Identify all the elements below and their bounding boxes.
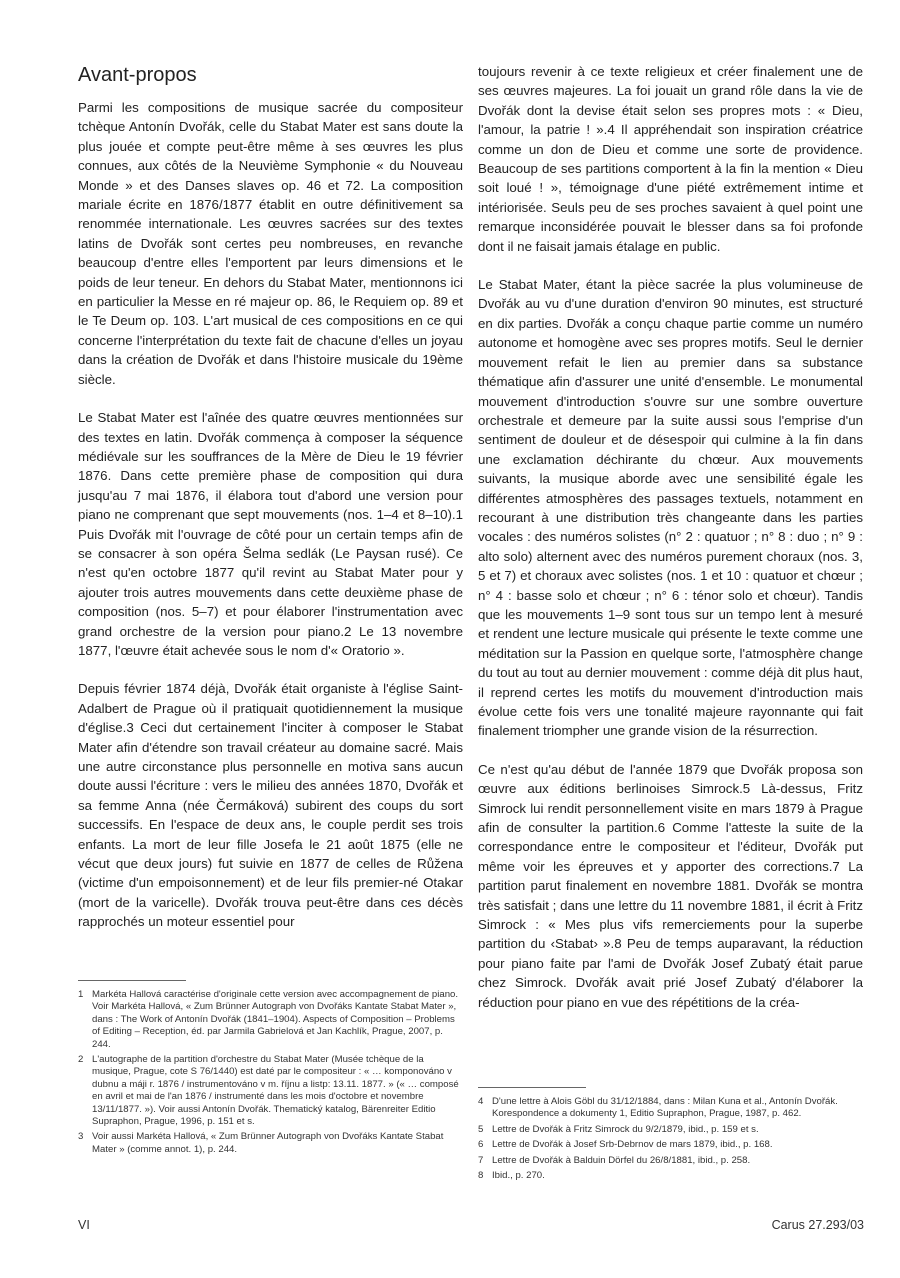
footnote <box>478 1170 863 1182</box>
footnote-text: Lettre de Dvořák à Fritz Simrock du 9/2/1879, ibid., p. 159 et s. <box>492 1123 759 1135</box>
footnote-number: 2 <box>78 1054 84 1066</box>
paragraph: Ce n'est qu'au début de l'année 1879 que Dvořák proposa son œuvre aux éditions berlinoises Simrock.5 Là-dessus, Fritz Simrock lui rendit personnellement visite en mars 1879 à Prague afin de consulter la partition.6 Comme l'atteste la suite de la correspondance entre le compositeur et l'éditeur, Dvořák put même voir les épreuves et y apporter des corrections.7 La partition parut finalement en novembre 1881. Dvořák se montra très satisfait ; dans une lettre du 11 novembre 1881, il écrit à Fritz Simrock : « Mes plus vifs remerciements pour la superbe partition du ‹Stabat› ».8 Peu de temps auparavant, la réduction pour piano faite par l'ami de Dvořák Josef Zubatý était parue chez Simrock. Dvořák avait prié Josef Zubatý d'élaborer la réduction pour piano en vue des répétitions de la créa- <box>478 761 863 1010</box>
footnote-number: 5 <box>478 1123 484 1135</box>
paragraph: toujours revenir à ce texte religieux et créer finalement une de ses œuvres majeures. La foi jouait un grand rôle dans la vie de Dvořák dont la devise était selon ses propres mots : « Dieu, l'amour, la patrie ! ».4 Il appréhendait son inspiration créatrice comme un don de Dieu et comme une sorte de providence. Beaucoup de ses partitions comportent à la fin la mention « Dieu soit loué ! », témoignage d'une piété extrêmement intime et intériorisée. Seuls peu de ses proches savaient à quel point une remarque inconsidérée pouvait le blesser dans sa foi profonde dont il ne faisait jamais étalage en public. <box>478 64 863 254</box>
footnote-number: 4 <box>478 1096 484 1107</box>
footnote-text: L'autographe de la partition d'orchestre du Stabat Mater (Musée tchèque de la musique, Prague, cote S 76/1440) est daté par le compositeur : « … komponováno v dubnu a máji r. 1876 / instrumentováno v m. říjnu a listp: 13.11. 1877. » (« … composé en avril et mai de l'an 1876 / instrumenté dans les mois d'octobre et novembre 13/11/1877. »). Voir aussi Antonín Dvořák. Thematický katalog, Bärenreiter Editio Supraphon, Prague, 1996, p. 151 et s. <box>92 1054 459 1128</box>
page-title: Avant-propos <box>78 64 197 86</box>
footnote-text: Ibid., p. 270. <box>492 1170 545 1182</box>
footnote-divider <box>78 980 186 981</box>
footnote-text: Voir aussi Markéta Hallová, « Zum Brünner Autograph von Dvořáks Kantate Stabat Mater » (comme annot. 1), p. 244. <box>92 1131 444 1155</box>
footnote <box>78 1054 463 1128</box>
footnote-text: Lettre de Dvořák à Balduin Dörfel du 26/8/1881, ibid., p. 258. <box>492 1154 751 1166</box>
page-number: VI <box>78 1218 90 1232</box>
right-footnotes <box>478 1087 863 1185</box>
paragraph: Depuis février 1874 déjà, Dvořák était organiste à l'église Saint-Adalbert de Prague où il pratiquait quotidiennement la musique d'église.3 Ceci dut certainement l'inciter à composer le Stabat Mater afin d'étendre son travail créateur au domaine sacré. Mais une autre circonstance plus personnelle en motiva sans aucun doute aussi l'écriture : vers le milieu des années 1870, Dvořák et sa femme Anna (née Čermáková) subirent des coups du sort successifs. En l'espace de deux ans, le couple perdit ses trois enfants. La mort de leur fille Josefa le 21 août 1875 (elle ne vécut que deux jours) fut suivie en 1877 de celles de Růžena (victime d'un empoisonnement) et de leur fils premier-né Otakar (mort de la varicelle). Dvořák trouva peut-être dans ces décès rapprochés un moteur essentiel pour <box>78 681 463 930</box>
catalog-number: Carus 27.293/03 <box>771 1218 864 1232</box>
footnote <box>478 1124 863 1136</box>
footnote-text: Markéta Hallová caractérise d'originale cette version avec accompagnement de piano. Voir Markéta Hallová, « Zum Brünner Autograph von Dvořáks Kantate Stabat Mater », dans : The Work of Antonín Dvořák (1841–1904). Aspects of Composition – Problems of Editing – Reception, éd. par Jarmila Gabrielová et Jan Kachlík, Prague, 2007, p. 244. <box>92 989 459 1050</box>
left-footnotes <box>78 980 463 1159</box>
footnote-number: 6 <box>478 1139 484 1151</box>
right-column <box>478 62 863 1031</box>
footnote-number: 3 <box>78 1131 84 1143</box>
footnote <box>478 1139 863 1151</box>
paragraph: Le Stabat Mater est l'aînée des quatre œuvres mentionnées sur des textes en latin. Dvořák commença à composer la séquence médiévale sur les souffrances de la Mère de Dieu le 19 février 1876. Dans cette première phase de composition qui dura jusqu'au 7 mai 1876, il élabora tout d'abord une version pour piano ne comprenant que sept mouvements (nos. 1–4 et 8–10).1 Puis Dvořák mit l'ouvrage de côté pour un certain temps afin de se consacrer à son opéra Šelma sedlák (Le Paysan rusé). Ce n'est qu'en octobre 1877 qu'il revint au Stabat Mater pour y ajouter trois autres mouvements dans cette deuxième phase de composition (nos. 5–7) et pour élaborer l'instrumentation avec grand orchestre de la version pour piano.2 Le 13 novembre 1877, l'œuvre était achevée sous le nom d'« Oratorio ». <box>78 410 463 658</box>
paragraph: Le Stabat Mater, étant la pièce sacrée la plus volumineuse de Dvořák au vu d'une duration d'environ 90 minutes, est structuré en dix parties. Dvořák a conçu chaque partie comme un numéro autonome et homogène avec ses propres motifs. Seul le dernier mouvement refait le lien au premier dans sa substance thématique afin d'assurer une unité d'ensemble. Le monumental mouvement d'introduction s'ouvre sur une sombre ouverture orchestrale et demeure par la suite aussi sous l'emprise d'un sentiment de douleur et de désespoir qui culmine à la fin dans une exclamation déchirante du chœur. Aux mouvements suivants, la musique aborde avec une sensibilité égale les différentes atmosphères des passages textuels, notamment en recourant à une distribution très changeante dans les parties vocales : des numéros solistes (n° 2 : quatuor ; n° 8 : duo ; n° 9 : alto solo) alternent avec des numéros purement choraux (nos. 3, 5 et 7) et choraux avec solistes (nos. 1 et 10 : quatuor et chœur ; n° 4 : basse solo et chœur ; n° 6 : ténor solo et chœur). Tandis que les mouvements 1–9 sont tous sur un tempo lent à mesuré et rendent une lecture musicale qui présente le texte comme une méditation sur la Passion en quelque sorte, l'atmosphère change du tout au tout au dernier mouvement : comme déjà dit plus haut, il reprend certes les motifs du mouvement d'introduction mais évolue cette fois vers une tonalité majeure rayonnante qui fait finalement triompher une grande vision de la résurrection. <box>478 277 863 739</box>
footnote-number: 1 <box>78 989 84 1000</box>
footnote-divider <box>478 1087 586 1088</box>
footnote <box>478 1155 863 1167</box>
footnote <box>78 989 463 1051</box>
paragraph: Parmi les compositions de musique sacrée du compositeur tchèque Antonín Dvořák, celle du Stabat Mater est sans doute la plus jouée et compte peut-être même à ses œuvres les plus connues, aux côtés de la Neuvième Symphonie « du Nouveau Monde » et des Danses slaves op. 46 et 72. La composition mariale écrite en 1876/1877 établit en outre définitivement sa renommée internationale. Les œuvres sacrées sur des textes latins de Dvořák sont certes peu nombreuses, en revanche beaucoup d'entre elles l'emportent par leurs dimensions et le poids de leur teneur. En dehors du Stabat Mater, mentionnons ici en particulier la Messe en ré majeur op. 86, le Requiem op. 89 et le Te Deum op. 103. L'art musical de ces compositions en ce qui concerne l'interprétation du texte fait de chacune d'elles un joyau dans la création de Dvořák et dans l'histoire musicale du 19ème siècle. <box>78 100 463 387</box>
footnote-text: D'une lettre à Alois Göbl du 31/12/1884, dans : Milan Kuna et al., Antonín Dvořák. Korespondence a dokumenty 1, Editio Supraphon, Prague, 1987, p. 462. <box>492 1096 838 1120</box>
footnote <box>478 1096 863 1121</box>
footnote-number: 8 <box>478 1170 484 1182</box>
footnote <box>78 1131 463 1156</box>
left-column <box>78 62 463 951</box>
footnote-text: Lettre de Dvořák à Josef Srb-Debrnov de mars 1879, ibid., p. 168. <box>492 1139 773 1151</box>
footnote-number: 7 <box>478 1154 484 1166</box>
